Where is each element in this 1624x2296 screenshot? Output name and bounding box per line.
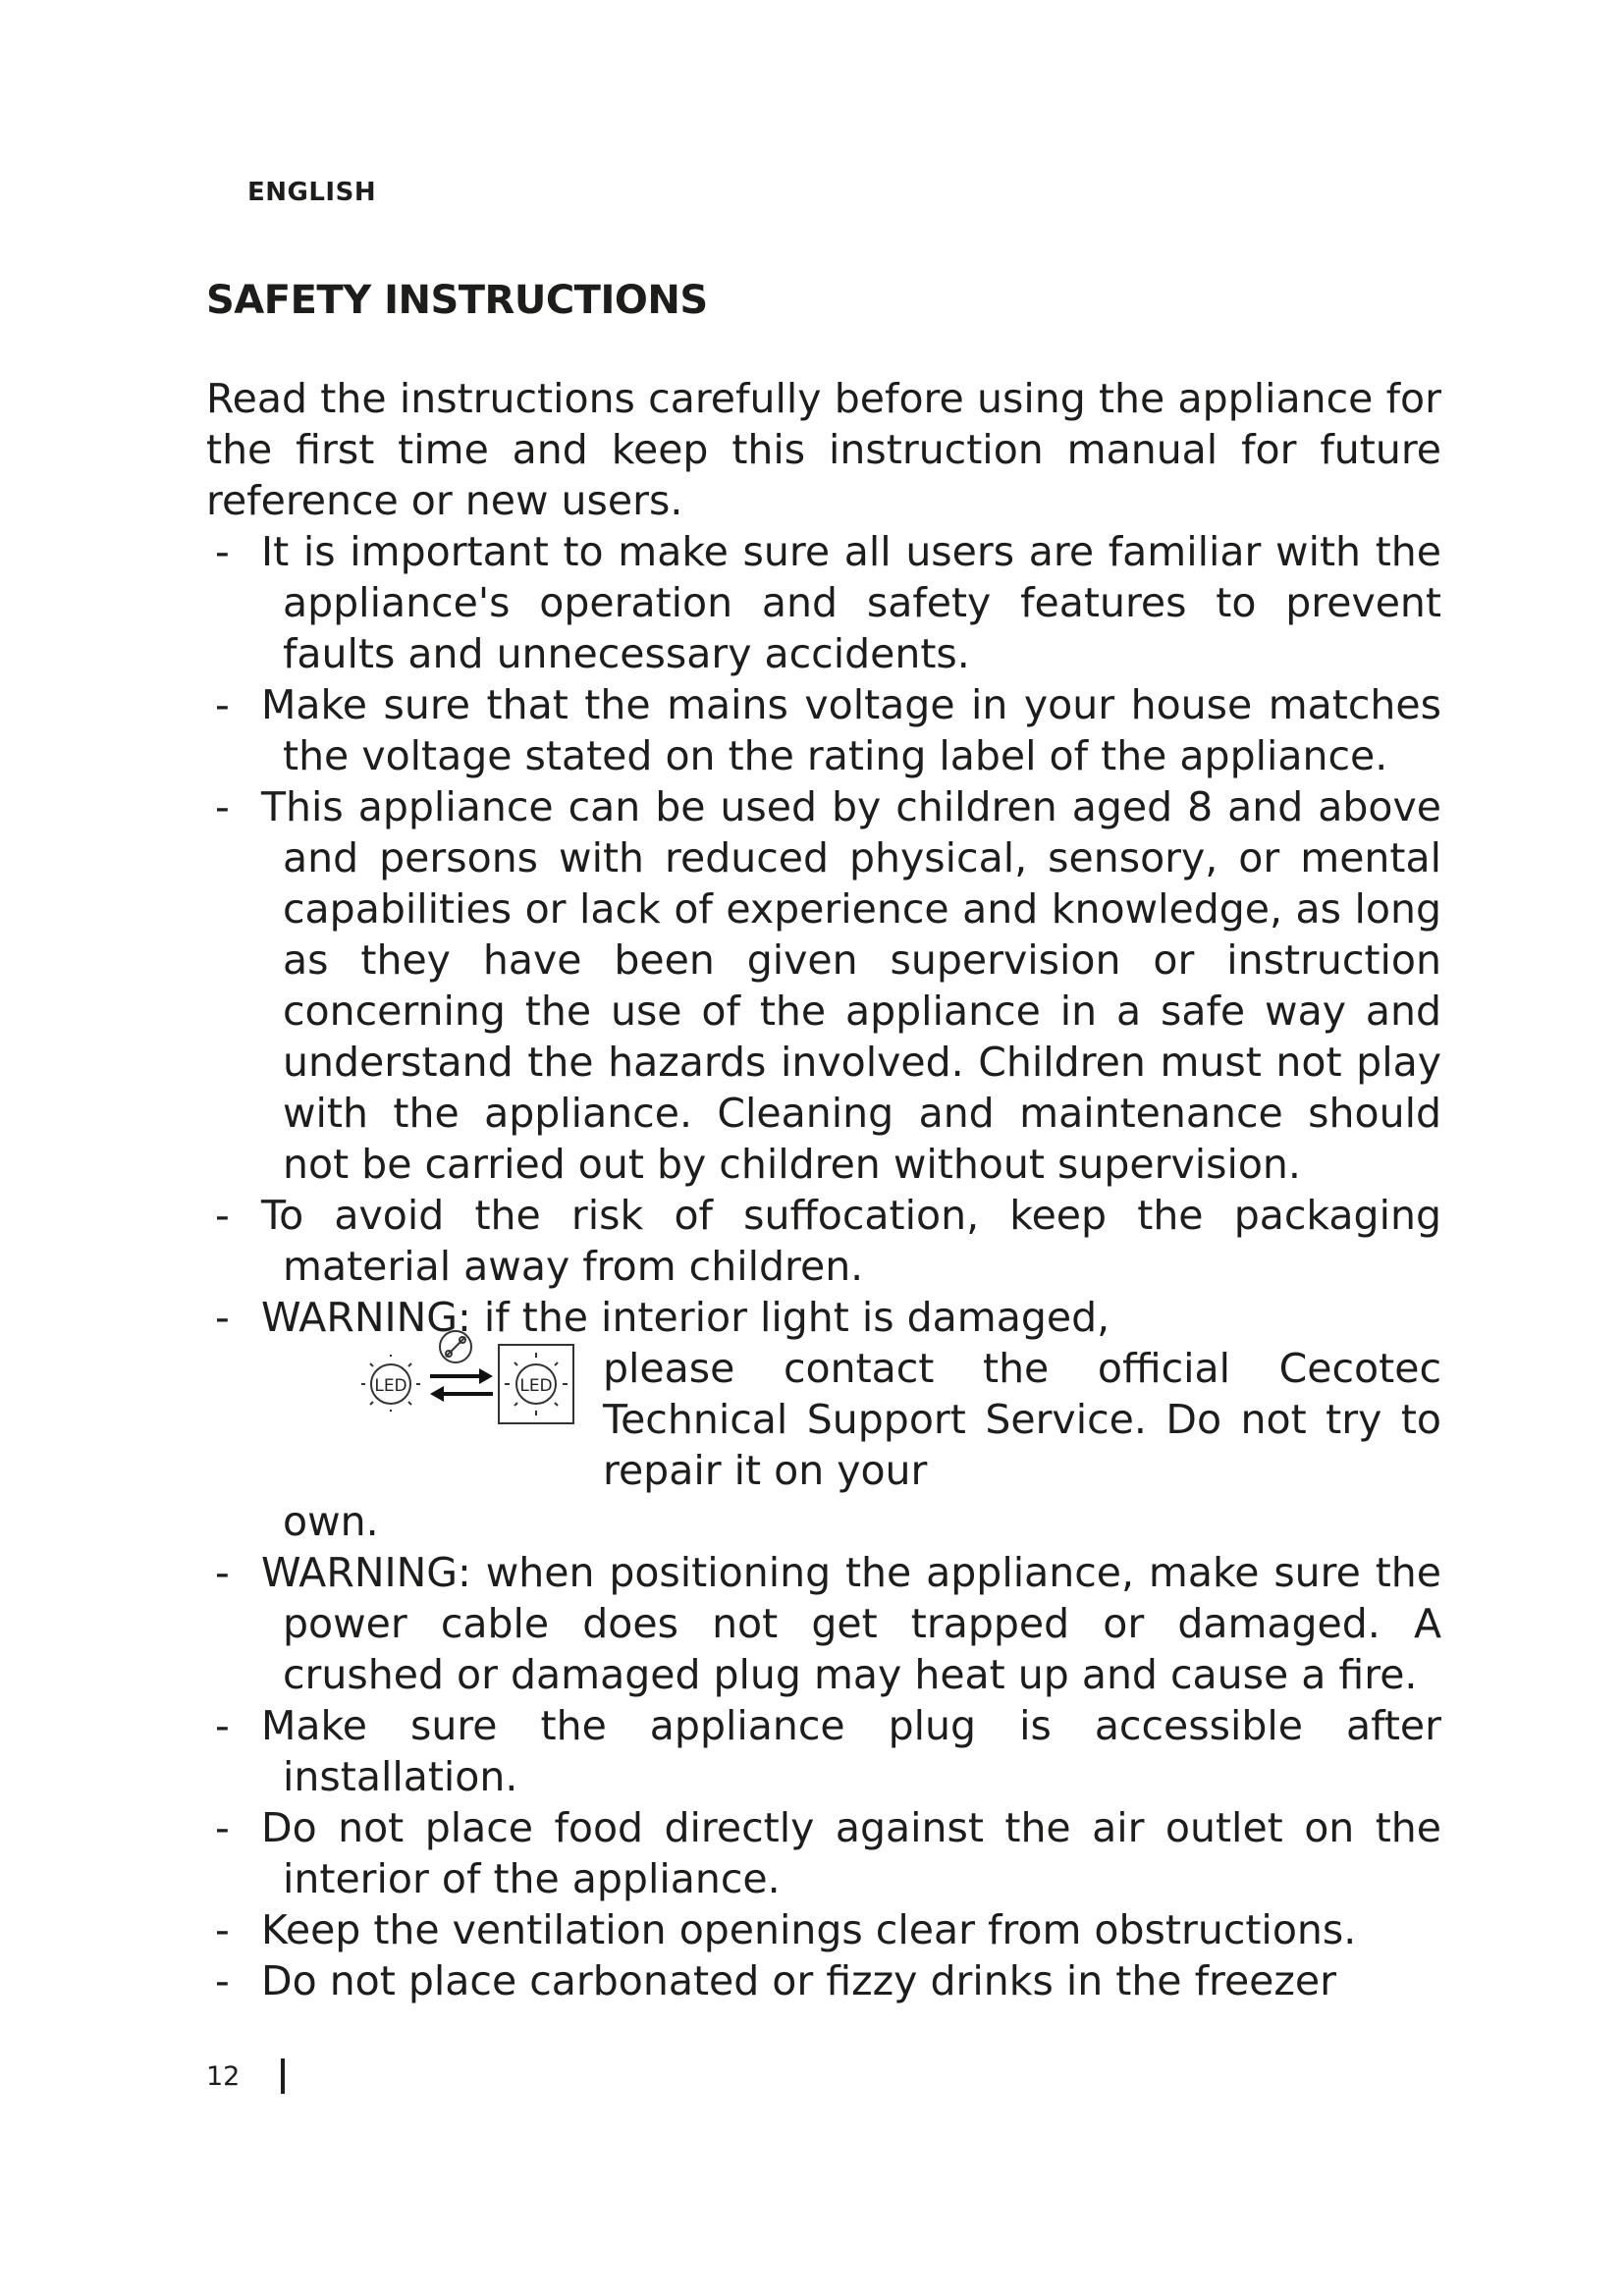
list-item-text: Keep the ventilation openings clear from obstructions. bbox=[261, 1906, 1357, 1953]
safety-instructions-body bbox=[206, 373, 1441, 2006]
intro-paragraph: Read the instructions carefully before using the appliance for the first time and keep this instruction manual for future reference or new users. bbox=[206, 375, 1441, 524]
bullet-dash: - bbox=[215, 1957, 230, 2004]
list-item bbox=[206, 1955, 1441, 2006]
list-item-text: Do not place carbonated or fizzy drinks in the freezer bbox=[261, 1957, 1337, 2004]
wrench-icon bbox=[440, 1331, 471, 1362]
bullet-dash: - bbox=[215, 1702, 230, 1749]
warning-light-first-line: WARNING: if the interior light is damaged, bbox=[261, 1294, 1110, 1341]
list-item-text: This appliance can be used by children aged 8 and above and persons with reduced physical, sensory, or mental capabilities or lack of experience and knowledge, as long as they have been given supervision or instruction concerning the use of the appliance in a safe way and understand the hazards involved. Children must not play with the appliance. Cleaning and maintenance should not be carried out by children without supervision. bbox=[261, 783, 1441, 1188]
list-item bbox=[206, 1904, 1441, 1955]
page-number: 12 bbox=[206, 2061, 241, 2092]
bullet-dash: - bbox=[215, 1906, 230, 1953]
list-item bbox=[206, 1547, 1441, 1700]
instruction-list bbox=[206, 526, 1441, 2006]
list-item bbox=[206, 526, 1441, 679]
warning-light-continuation: please contact the official Cecotec Technical Support Service. Do not try to repair it on your bbox=[603, 1345, 1441, 1494]
list-item-text: WARNING: when positioning the appliance, make sure the power cable does not get trapped or damaged. A crushed or damaged plug may heat up and cause a fire. bbox=[261, 1549, 1441, 1698]
led-replacement-icon bbox=[352, 1325, 579, 1427]
list-item bbox=[206, 781, 1441, 1190]
list-item-text: Make sure that the mains voltage in your house matches the voltage stated on the rating label of the appliance. bbox=[261, 681, 1441, 779]
list-item bbox=[206, 679, 1441, 781]
warning-light-tail: own. bbox=[283, 1498, 379, 1545]
list-item-text: Do not place food directly against the air outlet on the interior of the appliance. bbox=[261, 1804, 1441, 1902]
list-item bbox=[206, 1190, 1441, 1292]
list-item-text: To avoid the risk of suffocation, keep the packaging material away from children. bbox=[261, 1192, 1441, 1290]
bullet-dash: - bbox=[215, 1294, 230, 1341]
list-item-text: It is important to make sure all users are familiar with the appliance's operation and safety features to prevent faults and unnecessary accidents. bbox=[261, 528, 1441, 677]
bullet-dash: - bbox=[215, 783, 230, 830]
warning-light-row bbox=[283, 1343, 1441, 1496]
list-item-warning-light bbox=[206, 1292, 1441, 1547]
list-item-text: Make sure the appliance plug is accessible after installation. bbox=[261, 1702, 1441, 1800]
list-item bbox=[206, 1700, 1441, 1802]
language-label: ENGLISH bbox=[247, 178, 377, 207]
bullet-dash: - bbox=[215, 1549, 230, 1596]
list-item bbox=[206, 1802, 1441, 1904]
page-separator-bar bbox=[281, 2058, 285, 2094]
bullet-dash: - bbox=[215, 681, 230, 728]
bullet-dash: - bbox=[215, 528, 230, 575]
section-title: SAFETY INSTRUCTIONS bbox=[206, 278, 708, 323]
exchange-arrows-icon bbox=[430, 1368, 493, 1402]
bullet-dash: - bbox=[215, 1192, 230, 1239]
led-right-label: LED bbox=[519, 1376, 553, 1396]
bullet-dash: - bbox=[215, 1804, 230, 1851]
led-left-label: LED bbox=[374, 1376, 407, 1396]
